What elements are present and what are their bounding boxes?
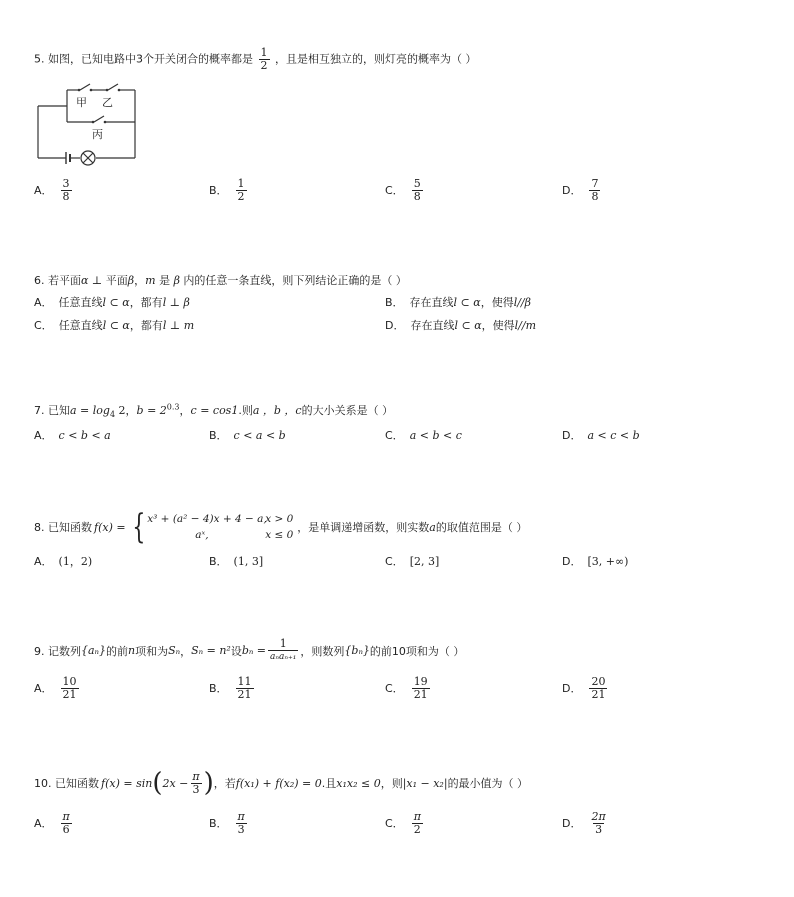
q9-option-a[interactable]: A． $\frac{10}{21}$ (34, 675, 77, 701)
q9-option-c[interactable]: C． $\frac{19}{21}$ (385, 675, 428, 701)
q10-option-b[interactable]: B． $\frac{\pi}{3}$ (209, 810, 245, 836)
q5-option-a[interactable]: A． $\frac{3}{8}$ (34, 177, 70, 203)
q8-option-d[interactable]: D． [3, +∞) (562, 555, 629, 568)
q7-option-a[interactable]: A． c < b < a (34, 429, 111, 442)
q8-option-c[interactable]: C． [2, 3] (385, 555, 440, 568)
q9-option-b[interactable]: B． $\frac{11}{21}$ (209, 675, 252, 701)
q7-option-b[interactable]: B． c < a < b (209, 429, 286, 442)
q10-option-a[interactable]: A． $\frac{\pi}{6}$ (34, 810, 70, 836)
q10-stem: 10. 已知函数 f(x) = sin ( 2x − $\frac{\pi}{3}$ ) ，若 f(x₁) + f(x₂) = 0 .且 x₁x₂ ≤ 0 ，则 |x₁ − x₂| 的最小值为（ ） (34, 768, 529, 798)
q6-option-d[interactable]: D． 存在直线l ⊂ α，使得l//m (385, 319, 537, 332)
switch-label-bing: 丙 (92, 128, 103, 141)
q8-option-a[interactable]: A． (1，2) (34, 555, 93, 568)
q5-fraction: $\frac{1}{2}$ (260, 46, 268, 72)
q5-option-c[interactable]: C． $\frac{5}{8}$ (385, 177, 421, 203)
switch-label-jia: 甲 (76, 96, 87, 109)
piecewise-function: { x³ + (a² − 4)x + 4 − a, x > 0 aˣ, x ≤ 0 (131, 507, 294, 547)
q6-option-a[interactable]: A． 任意直线l ⊂ α，都有l ⊥ β (34, 296, 190, 309)
q9-option-d[interactable]: D． $\frac{20}{21}$ (562, 675, 606, 701)
q10-pi-over-3: $\frac{\pi}{3}$ (192, 769, 200, 796)
q8-stem: 8. 已知函数 f(x) = { x³ + (a² − 4)x + 4 − a, x > 0 aˣ, x ≤ 0 ，是单调递增函数，则实数 a 的取值范围是（ ） (34, 507, 528, 547)
q5-option-d[interactable]: D． $\frac{7}{8}$ (562, 177, 599, 203)
q6-option-c[interactable]: C． 任意直线l ⊂ α，都有l ⊥ m (34, 319, 195, 332)
q9-fraction: $\frac{1}{\text{aₙaₙ₊₁}}$ (270, 637, 297, 662)
q10-option-d[interactable]: D． $\frac{2\pi}{3}$ (562, 810, 606, 836)
q6-stem: 6. 若平面α ⊥ 平面β，m 是 β 内的任意一条直线，则下列结论正确的是（ ） (34, 274, 407, 287)
q7-option-d[interactable]: D． a < c < b (562, 429, 640, 442)
q9-stem: 9. 记数列 {aₙ} 的前 n 项和为 Sₙ ， Sₙ = n² 设 bₙ = $\frac{1}{\text{aₙaₙ₊₁}}$ ，则数列 {bₙ} 的前10项和为（ ） (34, 637, 465, 662)
q7-stem: 7. 已知$a = \log_4 2$，$b = 2^{0.3}$，c = cos1.则a ，b ，c的大小关系是（ ） (34, 402, 394, 420)
q10-option-c[interactable]: C． $\frac{\pi}{2}$ (385, 810, 421, 836)
switch-label-yi: 乙 (102, 96, 113, 109)
q6-option-b[interactable]: B． 存在直线l ⊂ α，使得l//β (385, 296, 531, 309)
q7-option-c[interactable]: C． a < b < c (385, 429, 462, 442)
q8-option-b[interactable]: B． (1, 3] (209, 555, 264, 568)
circuit-diagram (34, 78, 144, 166)
q5-option-b[interactable]: B． $\frac{1}{2}$ (209, 177, 245, 203)
q5-stem: 5. 如图，已知电路中3个开关闭合的概率都是 $\frac{1}{2}$ ，且是相互独立的，则灯亮的概率为（ ） (34, 46, 477, 72)
